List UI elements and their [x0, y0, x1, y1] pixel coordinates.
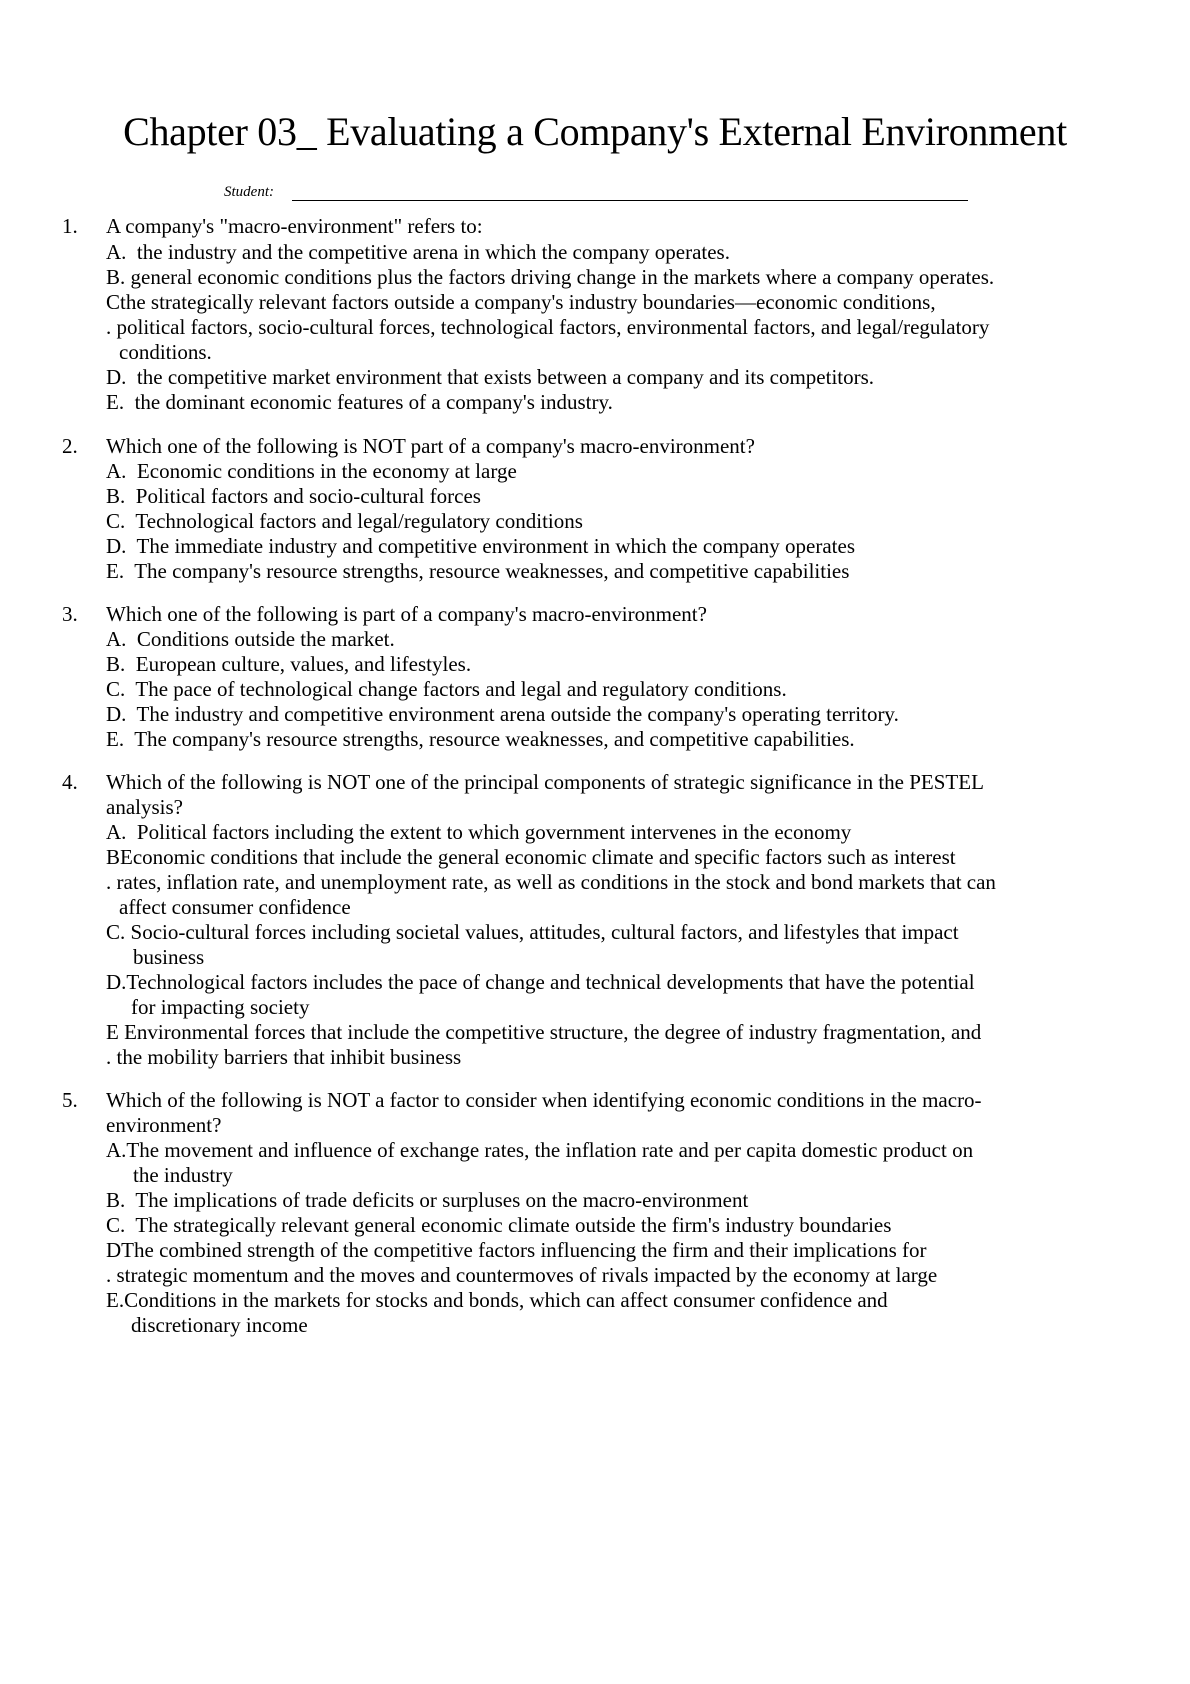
question-number: 3. [62, 602, 78, 626]
option-c[interactable]: Cthe strategically relevant factors outside a company's industry boundaries—economic conditions, [106, 290, 936, 314]
option-e-cont: discretionary income [131, 1313, 308, 1337]
option-d[interactable]: D. The immediate industry and competitive environment in which the company operates [106, 534, 856, 558]
option-c[interactable]: C. The pace of technological change factors and legal and regulatory conditions. [106, 677, 787, 701]
option-e-cont: . the mobility barriers that inhibit business [106, 1045, 462, 1069]
option-e[interactable]: E. the dominant economic features of a company's industry. [106, 390, 613, 414]
question-stem: Which one of the following is NOT part of a company's macro-environment? [106, 434, 755, 458]
option-d[interactable]: DThe combined strength of the competitive factors influencing the firm and their implications for [106, 1238, 927, 1262]
option-c-cont: . political factors, socio-cultural forces, technological factors, environmental factors, and legal/regulatory [106, 315, 990, 339]
option-b[interactable]: B. general economic conditions plus the factors driving change in the markets where a company operates. [106, 265, 995, 289]
option-a[interactable]: A.The movement and influence of exchange rates, the inflation rate and per capita domestic product on [106, 1138, 974, 1162]
option-e[interactable]: E.Conditions in the markets for stocks and bonds, which can affect consumer confidence and [106, 1288, 888, 1312]
student-name-field[interactable] [292, 200, 968, 201]
option-e[interactable]: E. The company's resource strengths, resource weaknesses, and competitive capabilities [106, 559, 850, 583]
option-d-cont: for impacting society [131, 995, 310, 1019]
option-d[interactable]: D. The industry and competitive environment arena outside the company's operating territory. [106, 702, 899, 726]
option-b-cont: . rates, inflation rate, and unemployment rate, as well as conditions in the stock and bond markets that can [106, 870, 996, 894]
question-number: 5. [62, 1088, 78, 1112]
option-c-cont: conditions. [119, 340, 212, 364]
option-b[interactable]: B. Political factors and socio-cultural forces [106, 484, 481, 508]
question-stem: Which of the following is NOT a factor to consider when identifying economic conditions in the macro- [106, 1088, 982, 1112]
question-stem: Which of the following is NOT one of the principal components of strategic significance in the PESTEL [106, 770, 984, 794]
option-a[interactable]: A. Economic conditions in the economy at large [106, 459, 517, 483]
option-e[interactable]: E. The company's resource strengths, resource weaknesses, and competitive capabilities. [106, 727, 855, 751]
option-b[interactable]: B. European culture, values, and lifestyles. [106, 652, 472, 676]
question-number: 2. [62, 434, 78, 458]
option-a-cont: the industry [133, 1163, 233, 1187]
option-a[interactable]: A. Political factors including the extent to which government intervenes in the economy [106, 820, 852, 844]
question-stem: A company's "macro-environment" refers to: [106, 214, 483, 238]
option-d[interactable]: D.Technological factors includes the pace of change and technical developments that have the potential [106, 970, 975, 994]
question-number: 4. [62, 770, 78, 794]
option-a[interactable]: A. Conditions outside the market. [106, 627, 395, 651]
question-stem-cont: analysis? [106, 795, 183, 819]
student-label: Student: [224, 184, 274, 200]
question-stem-cont: environment? [106, 1113, 222, 1137]
option-a[interactable]: A. the industry and the competitive arena in which the company operates. [106, 240, 730, 264]
question-stem: Which one of the following is part of a company's macro-environment? [106, 602, 707, 626]
option-d[interactable]: D. the competitive market environment that exists between a company and its competitors. [106, 365, 875, 389]
question-number: 1. [62, 214, 78, 238]
option-c[interactable]: C. Technological factors and legal/regulatory conditions [106, 509, 583, 533]
option-c[interactable]: C. The strategically relevant general economic climate outside the firm's industry boundaries [106, 1213, 892, 1237]
option-b[interactable]: B. The implications of trade deficits or surpluses on the macro-environment [106, 1188, 749, 1212]
option-d-cont: . strategic momentum and the moves and countermoves of rivals impacted by the economy at large [106, 1263, 938, 1287]
option-e[interactable]: E Environmental forces that include the competitive structure, the degree of industry fragmentation, and [106, 1020, 982, 1044]
option-b[interactable]: BEconomic conditions that include the general economic climate and specific factors such as interest [106, 845, 956, 869]
option-b-cont: affect consumer confidence [119, 895, 351, 919]
page-title: Chapter 03_ Evaluating a Company's External Environment [123, 109, 1067, 154]
option-c-cont: business [133, 945, 205, 969]
option-c[interactable]: C. Socio-cultural forces including societal values, attitudes, cultural factors, and lifestyles that impact [106, 920, 959, 944]
